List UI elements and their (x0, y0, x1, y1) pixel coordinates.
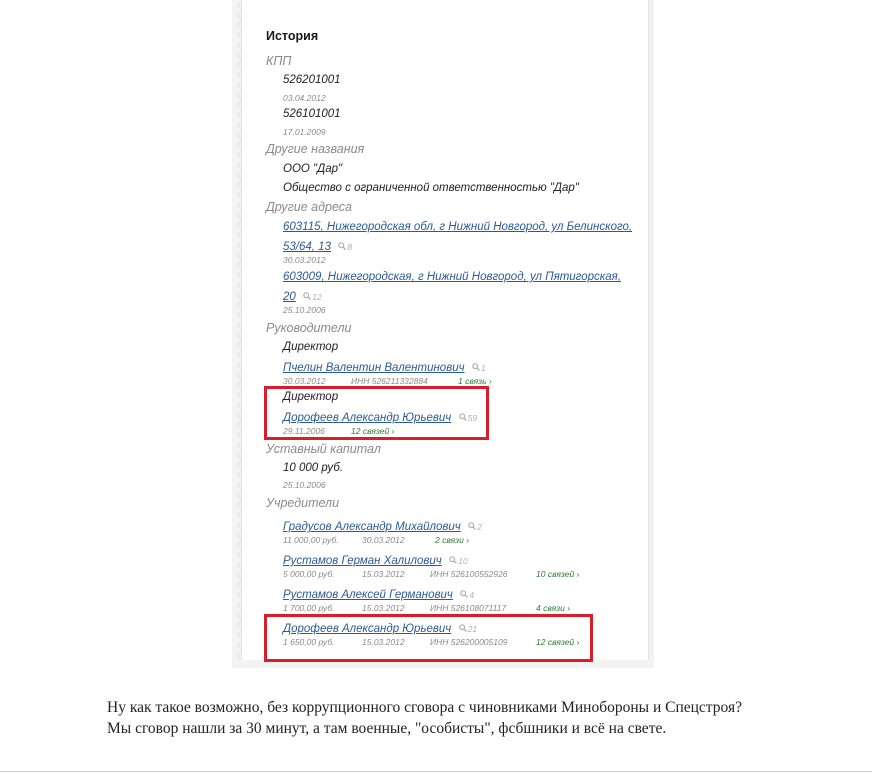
founder-name-link[interactable]: Рустамов Герман Халилович (283, 555, 442, 567)
address-link-row (283, 237, 352, 255)
search-icon[interactable] (338, 242, 346, 250)
founder-date: 15.03.2012 (362, 569, 405, 579)
search-count: 2 (477, 522, 482, 532)
highlight-box (264, 614, 593, 662)
founder-name-link[interactable]: Градусов Александр Михайлович (283, 521, 461, 533)
search-count: 59 (467, 413, 478, 423)
search-count: 8 (347, 242, 353, 252)
founder-name-link[interactable]: Дорофеев Александр Юрьевич (283, 623, 452, 635)
founders-heading: Учредители (266, 496, 340, 510)
founder-date: 15.03.2012 (362, 637, 405, 647)
kpp-value: 526101001 (283, 108, 341, 120)
article-paragraph: Ну как такое возможно, без коррупционного сговора с чиновниками Минобороны и Спецстроя? Мы сговор нашли за 30 минут, а там военные, "особисты", фсбшники и всё на свете. (107, 699, 742, 737)
kpp-value: 526201001 (283, 74, 341, 86)
founder-inn: ИНН 526100552926 (430, 569, 508, 579)
search-icon[interactable] (303, 292, 311, 300)
chevron-right-icon: › (576, 637, 580, 647)
other-names-heading: Другие названия (266, 142, 365, 156)
kpp-date: 03.04.2012 (283, 93, 326, 103)
address-link[interactable]: 603009, Нижегородская, г Нижний Новгород, ул Пятигорская, (283, 271, 621, 283)
founder-inn: ИНН 526200005109 (430, 637, 508, 647)
manager-name-link[interactable]: Дорофеев Александр Юрьевич (283, 412, 452, 424)
search-icon[interactable] (449, 556, 457, 564)
manager-name-row (283, 358, 486, 376)
search-count: 12 (312, 292, 322, 302)
address-link-row (283, 287, 322, 305)
address-link[interactable]: 20 (283, 291, 296, 303)
connections-label: 4 связи (536, 603, 565, 613)
other-name: ООО "Дар" (283, 163, 343, 175)
search-icon[interactable] (460, 590, 468, 598)
kpp-date: 17.01.2009 (283, 127, 326, 137)
founder-amount: 1 650,00 руб. (283, 637, 335, 647)
search-count: 4 (469, 590, 475, 600)
manager-date: 29.11.2006 (283, 426, 325, 436)
connections-link[interactable] (435, 535, 469, 545)
managers-heading: Руководители (266, 321, 352, 335)
founder-amount: 5 000,00 руб. (283, 569, 335, 579)
address-link[interactable]: 53/64, 13 (283, 241, 331, 253)
connections-link[interactable] (536, 569, 579, 579)
highlight-box (264, 386, 489, 440)
search-icon[interactable] (472, 363, 480, 371)
connections-label: 2 связи (435, 535, 464, 545)
search-count: 10 (458, 556, 468, 566)
other-name: Общество с ограниченной ответственностью "Дар" (283, 182, 579, 194)
founder-amount: 11 000,00 руб. (283, 535, 339, 545)
connections-link[interactable] (458, 376, 492, 386)
chevron-right-icon: › (391, 426, 395, 436)
address-date: 25.10.2006 (283, 305, 326, 315)
connections-link[interactable] (536, 603, 570, 613)
chevron-right-icon: › (488, 376, 492, 386)
manager-date: 30.03.2012 (283, 376, 326, 386)
divider (0, 771, 872, 772)
founder-name-row (283, 585, 474, 603)
connections-label: 10 связей (536, 569, 575, 579)
founder-date: 15.03.2012 (362, 603, 405, 613)
capital-heading: Уставный капитал (266, 442, 381, 456)
other-addresses-heading: Другие адреса (266, 200, 352, 214)
connections-label: 1 связь (458, 376, 487, 386)
founder-name-row (283, 517, 482, 535)
founder-amount: 1 700,00 руб. (283, 603, 335, 613)
connections-label: 12 связей (351, 426, 390, 436)
search-icon[interactable] (468, 522, 476, 530)
chevron-right-icon: › (567, 603, 571, 613)
search-count: 21 (467, 624, 478, 634)
manager-inn: ИНН 526211332884 (351, 376, 428, 386)
address-date: 30.03.2012 (283, 255, 326, 265)
chevron-right-icon: › (466, 535, 470, 545)
chevron-right-icon: › (576, 569, 580, 579)
history-title: История (266, 29, 319, 43)
search-count: 1 (481, 363, 486, 373)
manager-role: Директор (283, 341, 339, 353)
founder-inn: ИНН 526108071117 (430, 603, 507, 613)
capital-value: 10 000 руб. (283, 462, 344, 474)
founder-name-row (283, 551, 468, 569)
manager-name-link[interactable]: Пчелин Валентин Валентинович (283, 362, 465, 374)
capital-date: 25.10.2006 (283, 480, 326, 490)
founder-name-link[interactable]: Рустамов Алексей Германович (283, 589, 453, 601)
kpp-heading: КПП (266, 54, 292, 68)
address-link[interactable]: 603115, Нижегородская обл, г Нижний Новгород, ул Белинского, (283, 221, 633, 233)
founder-date: 30.03.2012 (362, 535, 405, 545)
manager-role: Директор (283, 391, 339, 403)
connections-label: 12 связей (536, 637, 575, 647)
